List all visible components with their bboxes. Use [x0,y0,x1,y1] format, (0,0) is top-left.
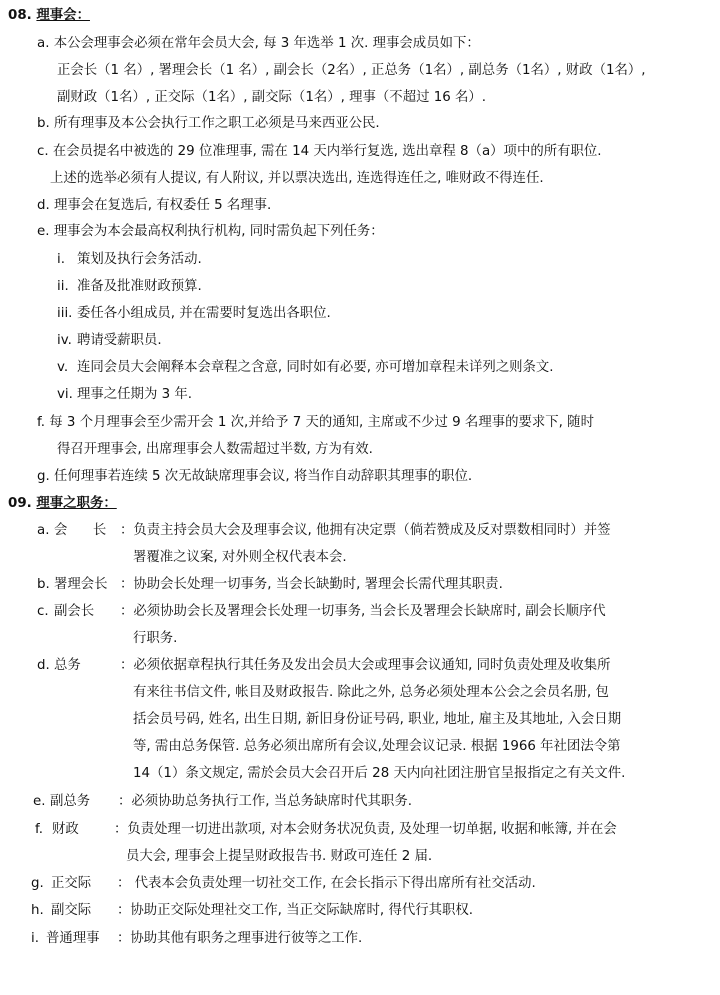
duty-role: 副交际 [51,903,92,918]
duty-09h [31,901,473,921]
duty-role: 普通理事 [46,931,100,946]
duty-role: 署理会长 [54,577,108,592]
clause-08a-line3: 副财政（1名）, 正交际（1名）, 副交际（1名）, 理事（不超过 16 名）. [57,90,487,105]
task-text: 聘请受薪职员. [77,333,162,348]
duty-09g [31,874,536,894]
duty-role: 财政 [52,822,79,837]
duty-text: ：必须依据章程执行其任务及发出会员大会或理事会议通知, 同时负责处理及收集所 [120,658,611,673]
task-number: iv. [57,333,72,348]
clause-label: e. [37,224,50,239]
duty-role: 副总务 [50,794,91,809]
clause-08a-line2: 正会长（1 名）, 署理会长（1 名）, 副会长（2名）, 正总务（1名）, 副总务（1名）, 财政（1名）, [57,63,646,78]
task-item [57,358,554,378]
duty-09i [31,929,362,949]
clause-08c-line2: 上述的选举必须有人提议, 有人附议, 并以票决选出, 连选得连任之, 唯财政不得连任. [50,171,544,186]
duty-text: ： 代表本会负责处理一切社交工作, 在会长指示下得出席所有社交活动. [117,876,536,891]
duty-09d [37,656,611,676]
duty-text: ：负责处理一切进出款项, 对本会财务状况负责, 及处理一切单据, 收据和帐簿, 并在会 [114,822,617,837]
duty-text: ：必须协助会长及署理会长处理一切事务, 当会长及署理会长缺席时, 副会长顺序代 [120,604,606,619]
clause-08c [37,142,602,162]
clause-text: 所有理事及本公会执行工作之职工必须是马来西亚公民. [54,116,380,131]
section-number: 09. [8,496,32,511]
clause-label: b. [37,116,50,131]
section-08-heading [8,6,90,26]
duty-09d-line2: 有来往书信文件, 帐目及财政报告. 除此之外, 总务必须处理本公会之会员名册, 包 [133,685,609,700]
duty-09d-line3: 括会员号码, 姓名, 出生日期, 新旧身份证号码, 职业, 地址, 雇主及其地址, 入会日期 [133,712,622,727]
task-text: 委任各小组成员, 并在需要时复选出各职位. [77,306,331,321]
clause-text: 在会员提名中被选的 29 位准理事, 需在 14 天内举行复选, 选出章程 8（a）项中的所有职位. [52,144,602,159]
duty-09f [35,820,617,840]
clause-label: g. [37,469,50,484]
task-number: ii. [57,279,69,294]
task-item [57,250,202,270]
clause-08a [37,34,480,54]
task-item [57,331,162,351]
task-text: 连同会员大会阐释本会章程之含意, 同时如有必要, 亦可增加章程未详列之则条文. [77,360,554,375]
duty-label: b. [37,577,50,592]
duty-09a-line2: 署覆准之议案, 对外则全权代表本会. [133,550,347,565]
task-number: i. [57,252,65,267]
section-09-heading [8,494,117,514]
clause-label: c. [37,144,49,159]
duty-label: d. [37,658,50,673]
task-number: vi. [57,387,73,402]
duty-role: 副会长 [54,604,95,619]
duty-role: 正交际 [51,876,92,891]
duty-09e [33,792,412,812]
clause-08b [37,114,380,134]
clause-label: d. [37,198,50,213]
clause-08f-line2: 得召开理事会, 出席理事会人数需超过半数, 方为有效. [57,442,373,457]
duty-text: ：负责主持会员大会及理事会议, 他拥有决定票（倘若赞成及反对票数相同时）并签 [120,523,611,538]
duty-09f-line2: 员大会, 理事会上提呈财政报告书. 财政可连任 2 届. [126,849,433,864]
clause-08f [37,413,594,433]
duty-label: g. [31,876,44,891]
duty-label: a. [37,523,50,538]
duty-text: ：必须协助总务执行工作, 当总务缺席时代其职务. [118,794,412,809]
duty-label: h. [31,903,44,918]
clause-08e [37,222,384,242]
duty-text: ：协助其他有职务之理事进行彼等之工作. [117,931,363,946]
duty-09d-line5: 14（1）条文规定, 需於会员大会召开后 28 天内向社团注册官呈报指定之有关文件. [133,766,626,781]
duty-role: 会 长 [54,523,107,538]
task-number: v. [57,360,69,375]
task-item [57,304,331,324]
clause-text: 任何理事若连续 5 次无故缺席理事会议, 将当作自动辞职其理事的职位. [54,469,473,484]
task-number: iii. [57,306,73,321]
clause-text: 本公会理事会必须在常年会员大会, 每 3 年选举 1 次. 理事会成员如下： [53,36,480,51]
duty-09d-line4: 等, 需由总务保管. 总务必须出席所有会议,处理会议记录. 根据 1966 年社团法令第 [133,739,621,754]
clause-text: 每 3 个月理事会至少需开会 1 次,并给予 7 天的通知, 主席或不少过 9 名理事的要求下, 随时 [49,415,594,430]
task-item [57,277,202,297]
section-title: 理事会： [36,8,90,23]
duty-role: 总务 [54,658,81,673]
clause-08g [37,467,472,487]
task-text: 策划及执行会务活动. [77,252,202,267]
duty-09b [37,575,503,595]
task-text: 理事之任期为 3 年. [77,387,193,402]
clause-text: 理事会在复选后, 有权委任 5 名理事. [54,198,272,213]
task-item [57,385,192,405]
task-text: 准备及批准财政预算. [77,279,202,294]
clause-08d [37,196,271,216]
duty-label: c. [37,604,49,619]
section-number: 08. [8,8,32,23]
section-title: 理事之职务： [36,496,117,511]
duty-09c [37,602,606,622]
clause-label: f. [37,415,45,430]
duty-text: ：协助正交际处理社交工作, 当正交际缺席时, 得代行其职权. [117,903,474,918]
duty-label: i. [31,931,39,946]
duty-09a [37,521,611,541]
clause-text: 理事会为本会最高权利执行机构, 同时需负起下列任务： [53,224,384,239]
duty-label: e. [33,794,46,809]
clause-label: a. [37,36,50,51]
duty-label: f. [35,822,43,837]
duty-text: ：协助会长处理一切事务, 当会长缺勤时, 署理会长需代理其职责. [120,577,503,592]
duty-09c-line2: 行职务. [133,631,178,646]
